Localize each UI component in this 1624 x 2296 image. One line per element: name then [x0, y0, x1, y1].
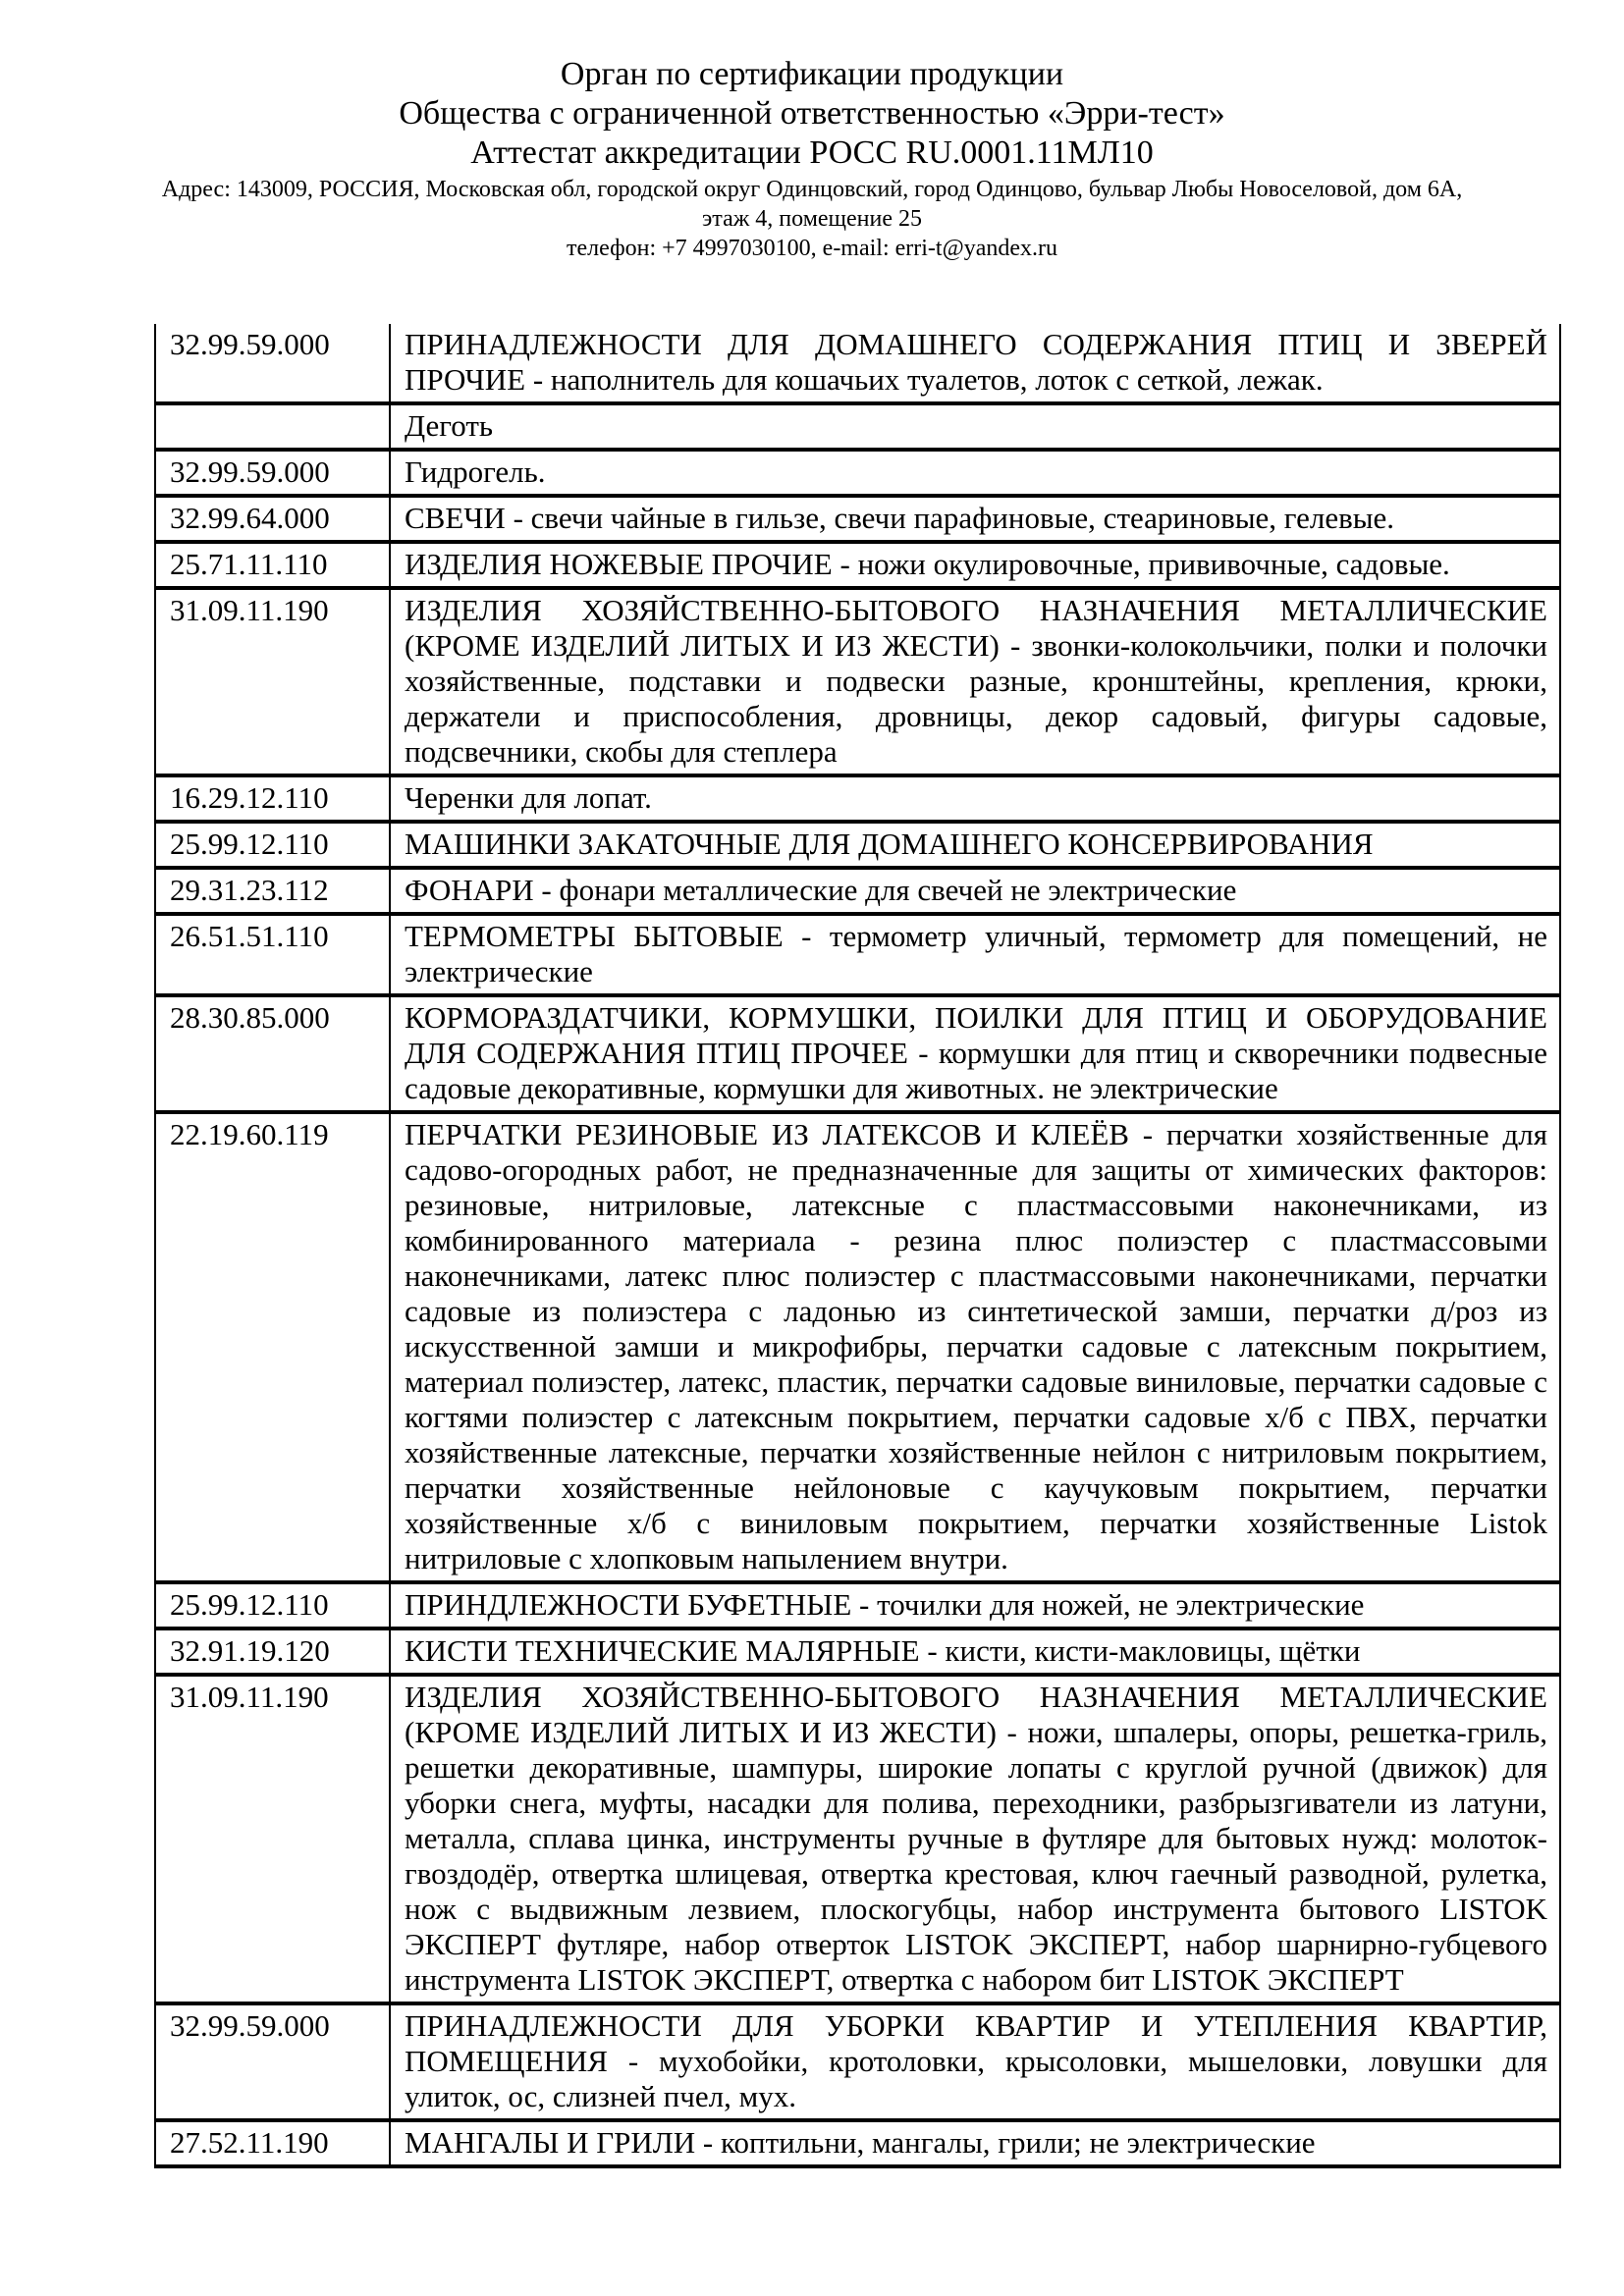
accreditation-line: Аттестат аккредитации РОСС RU.0001.11МЛ10	[470, 134, 1154, 171]
table-row	[155, 995, 1560, 1112]
table-row	[155, 2120, 1560, 2166]
product-description-cell: КОРМОРАЗДАТЧИКИ, КОРМУШКИ, ПОИЛКИ ДЛЯ ПТИЦ И ОБОРУДОВАНИЕ ДЛЯ СОДЕРЖАНИЯ ПТИЦ ПРОЧЕЕ - кормушки для птиц и скворечники подвесные садовые декоративные, кормушки для животных. не электрические	[390, 995, 1560, 1112]
product-code-cell: 28.30.85.000	[155, 995, 390, 1112]
product-code-cell	[155, 403, 390, 450]
table-row	[155, 822, 1560, 868]
product-code-cell: 32.99.59.000	[155, 2003, 390, 2120]
product-code-cell: 16.29.12.110	[155, 775, 390, 822]
product-code-cell: 32.99.64.000	[155, 496, 390, 542]
table-row	[155, 1629, 1560, 1675]
product-code-cell: 31.09.11.190	[155, 588, 390, 775]
table-row	[155, 1582, 1560, 1629]
product-certification-table	[154, 324, 1561, 2168]
product-description-cell: ПРИНДЛЕЖНОСТИ БУФЕТНЫЕ - точилки для ножей, не электрические	[390, 1582, 1560, 1629]
product-description-cell: ТЕРМОМЕТРЫ БЫТОВЫЕ - термометр уличный, термометр для помещений, не электрические	[390, 914, 1560, 995]
product-code-cell: 27.52.11.190	[155, 2120, 390, 2166]
table-row	[155, 868, 1560, 914]
product-code-cell: 31.09.11.190	[155, 1675, 390, 2003]
product-code-cell: 25.99.12.110	[155, 1582, 390, 1629]
product-description-cell: ИЗДЕЛИЯ НОЖЕВЫЕ ПРОЧИЕ - ножи окулировочные, прививочные, садовые.	[390, 542, 1560, 588]
product-code-cell: 25.99.12.110	[155, 822, 390, 868]
org-address-line: Адрес: 143009, РОССИЯ, Московская обл, городской округ Одинцовский, город Одинцово, бульвар Любы Новоселовой, дом 6А, этаж 4, помещение 25	[161, 177, 1463, 232]
product-description-cell: Деготь	[390, 403, 1560, 450]
product-description-cell: ПЕРЧАТКИ РЕЗИНОВЫЕ ИЗ ЛАТЕКСОВ И КЛЕЁВ - перчатки хозяйственные для садово-огородных работ, не предназначенные для защиты от химических факторов: резиновые, нитриловые, латексные с пластмассовыми наконечниками, из комбинированного материала - резина плюс полиэстер с пластмассовыми наконечниками, латекс плюс полиэстер с пластмассовыми наконечниками, перчатки садовые из полиэстера с ладонью из синтетической замши, перчатки д/роз из искусственной замши и микрофибры, перчатки садовые с латексным покрытием, материал полиэстер, латекс, пластик, перчатки садовые виниловые, перчатки садовые с когтями полиэстер с латексным покрытием, перчатки садовые х/б с ПВХ, перчатки хозяйственные латексные, перчатки хозяйственные нейлон с нитриловым покрытием, перчатки хозяйственные нейлоновые с каучуковым покрытием, перчатки хозяйственные х/б с виниловым покрытием, перчатки хозяйственные Listok нитриловые с хлопковым напылением внутри.	[390, 1112, 1560, 1582]
table-row	[155, 1675, 1560, 2003]
product-description-cell: Гидрогель.	[390, 450, 1560, 496]
table-row	[155, 450, 1560, 496]
product-description-cell: Черенки для лопат.	[390, 775, 1560, 822]
table-row	[155, 914, 1560, 995]
product-description-cell: ПРИНАДЛЕЖНОСТИ ДЛЯ УБОРКИ КВАРТИР И УТЕПЛЕНИЯ КВАРТИР, ПОМЕЩЕНИЯ - мухобойки, кротоловки, крысоловки, мышеловки, ловушки для улиток, ос, слизней пчел, мух.	[390, 2003, 1560, 2120]
product-code-cell: 22.19.60.119	[155, 1112, 390, 1582]
table-row	[155, 775, 1560, 822]
table-row	[155, 1112, 1560, 1582]
org-contact-line: телефон: +7 4997030100, e-mail: erri-t@yandex.ru	[567, 236, 1057, 261]
table-row	[155, 2003, 1560, 2120]
product-code-cell: 26.51.51.110	[155, 914, 390, 995]
product-code-cell: 32.99.59.000	[155, 450, 390, 496]
table-row	[155, 542, 1560, 588]
table-row	[155, 403, 1560, 450]
product-description-cell: КИСТИ ТЕХНИЧЕСКИЕ МАЛЯРНЫЕ - кисти, кисти-макловицы, щётки	[390, 1629, 1560, 1675]
org-name-line: Общества с ограниченной ответственностью «Эрри-тест»	[399, 95, 1225, 132]
product-description-cell: ИЗДЕЛИЯ ХОЗЯЙСТВЕННО-БЫТОВОГО НАЗНАЧЕНИЯ МЕТАЛЛИЧЕСКИЕ (КРОМЕ ИЗДЕЛИЙ ЛИТЫХ И ИЗ ЖЕСТИ) - звонки-колокольчики, полки и полочки хозяйственные, подставки и подвески разные, кронштейны, крепления, крюки, держатели и приспособления, дровницы, декор садовый, фигуры садовые, подсвечники, скобы для степлера	[390, 588, 1560, 775]
table-row	[155, 324, 1560, 403]
product-description-cell: ИЗДЕЛИЯ ХОЗЯЙСТВЕННО-БЫТОВОГО НАЗНАЧЕНИЯ МЕТАЛЛИЧЕСКИЕ (КРОМЕ ИЗДЕЛИЙ ЛИТЫХ И ИЗ ЖЕСТИ) - ножи, шпалеры, опоры, решетка-гриль, решетки декоративные, шампуры, широкие лопаты с круглой ручной (движок) для уборки снега, муфты, насадки для полива, переходники, разбрызгиватели из латуни, металла, сплава цинка, инструменты ручные в футляре для бытовых нужд: молоток-гвоздодёр, отвертка шлицевая, отвертка крестовая, ключ гаечный разводной, рулетка, нож с выдвижным лезвием, плоскогубцы, набор инструмента бытового LISTOK ЭКСПЕРТ футляре, набор отверток LISTOK ЭКСПЕРТ, набор шарнирно-губцевого инструмента LISTOK ЭКСПЕРТ, отвертка с набором бит LISTOK ЭКСПЕРТ	[390, 1675, 1560, 2003]
table-row	[155, 588, 1560, 775]
product-description-cell: ПРИНАДЛЕЖНОСТИ ДЛЯ ДОМАШНЕГО СОДЕРЖАНИЯ ПТИЦ И ЗВЕРЕЙ ПРОЧИЕ - наполнитель для кошачьих туалетов, лоток с сеткой, лежак.	[390, 324, 1560, 403]
product-description-cell: ФОНАРИ - фонари металлические для свечей не электрические	[390, 868, 1560, 914]
product-code-cell: 32.99.59.000	[155, 324, 390, 403]
org-type-line: Орган по сертификации продукции	[560, 56, 1064, 92]
product-description-cell: МАШИНКИ ЗАКАТОЧНЫЕ ДЛЯ ДОМАШНЕГО КОНСЕРВИРОВАНИЯ	[390, 822, 1560, 868]
product-description-cell: СВЕЧИ - свечи чайные в гильзе, свечи парафиновые, стеариновые, гелевые.	[390, 496, 1560, 542]
product-code-cell: 25.71.11.110	[155, 542, 390, 588]
document-header	[0, 0, 1624, 263]
table-body	[155, 324, 1560, 2166]
product-code-cell: 29.31.23.112	[155, 868, 390, 914]
product-code-cell: 32.91.19.120	[155, 1629, 390, 1675]
table-row	[155, 496, 1560, 542]
product-description-cell: МАНГАЛЫ И ГРИЛИ - коптильни, мангалы, грили; не электрические	[390, 2120, 1560, 2166]
